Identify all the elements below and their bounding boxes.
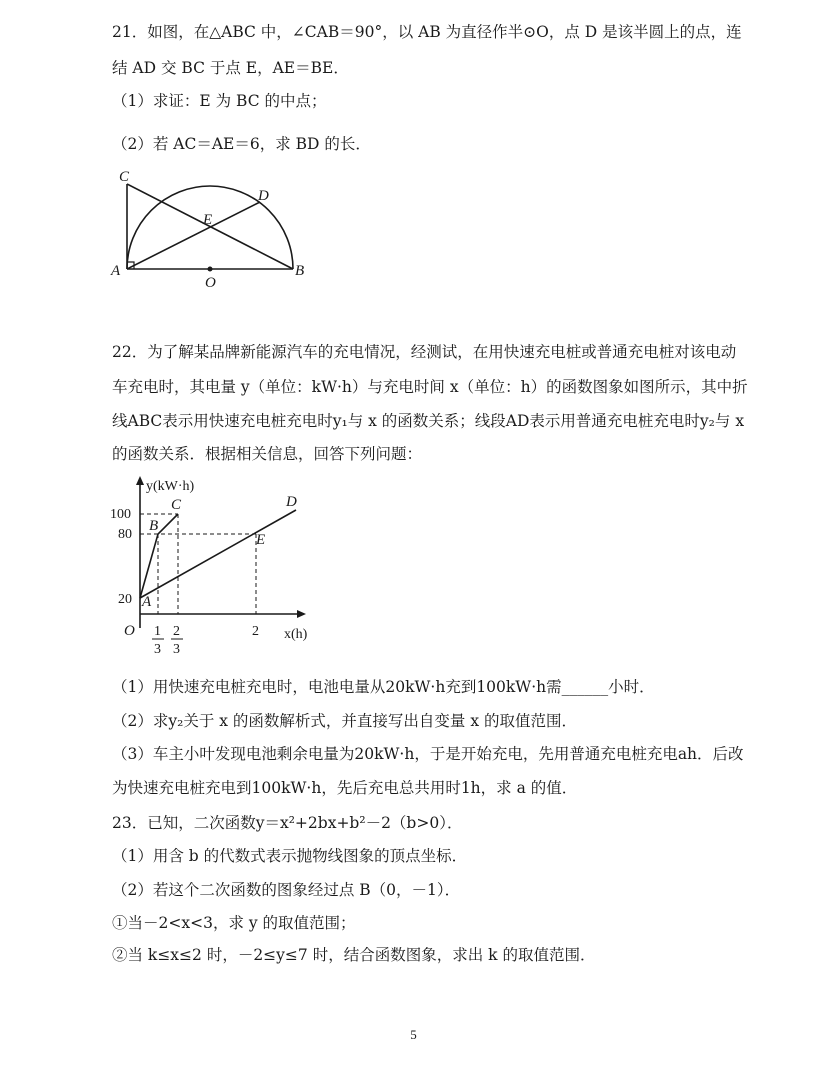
q21-part2: （2）若 AC＝AE＝6，求 BD 的长． xyxy=(112,135,371,153)
q22-tick-80: 80 xyxy=(118,527,132,542)
q22-x-axis-label: x(h) xyxy=(284,627,308,642)
q22-origin: O xyxy=(124,623,135,639)
q21-line1: 21．如图，在△ABC 中，∠CAB＝90°，以 AB 为直径作半⊙O，点 D 是该半圆上的点，连 xyxy=(112,23,742,41)
q23-part2: （2）若这个二次函数的图象经过点 B（0，－1）． xyxy=(112,881,461,899)
q22-sub2: （2）求y₂关于 x 的函数解析式，并直接写出自变量 x 的取值范围． xyxy=(112,712,578,730)
q22-point-b: B xyxy=(149,518,159,534)
q21-label-d: D xyxy=(258,188,269,204)
q22-point-c: C xyxy=(171,497,182,513)
q22-answer-blank[interactable]: ______ xyxy=(561,678,609,696)
q22-tick-two-thirds-den: 3 xyxy=(173,642,180,657)
q21-label-b: B xyxy=(295,263,305,279)
q22-sub1-text: （1）用快速充电桩充电时，电池电量从20kW·h充到100kW·h需 xyxy=(112,678,562,696)
q22-point-d: D xyxy=(286,494,297,510)
q22-tick-two-thirds-num: 2 xyxy=(173,624,180,639)
q23-case1: ①当－2<x<3，求 y 的取值范围； xyxy=(112,914,356,932)
q22-tick-20: 20 xyxy=(118,592,132,607)
q22-line2: 车充电时，其电量 y（单位：kW·h）与充电时间 x（单位：h）的函数图象如图所示，其中折 xyxy=(112,378,748,396)
q23-part1: （1）用含 b 的代数式表示抛物线图象的顶点坐标． xyxy=(112,847,468,865)
q22-sub1 xyxy=(112,676,655,698)
q22-tick-2: 2 xyxy=(252,624,259,639)
q22-tick-one-third-num: 1 xyxy=(154,624,161,639)
q22-y-axis-label: y(kW·h) xyxy=(146,479,195,494)
q22-tick-one-third-den: 3 xyxy=(154,642,161,657)
q22-line4: 的函数关系．根据相关信息，回答下列问题： xyxy=(112,445,423,463)
q21-line2: 结 AD 交 BC 于点 E，AE＝BE． xyxy=(112,59,349,77)
q22-tick-100: 100 xyxy=(110,507,131,522)
q23-line1: 23．已知，二次函数y＝x²+2bx+b²－2（b>0）． xyxy=(112,814,463,832)
q22-graph xyxy=(108,472,348,662)
q21-label-o: O xyxy=(205,275,216,291)
q21-part1: （1）求证：E 为 BC 的中点； xyxy=(112,92,327,110)
q22-line3: 线ABC表示用快速充电桩充电时y₁与 x 的函数关系；线段AD表示用普通充电桩充电时y₂与 x xyxy=(112,412,745,430)
q22-sub3b: 为快速充电桩充电到100kW·h，先后充电总共用时1h，求 a 的值． xyxy=(112,779,578,797)
q22-point-a: A xyxy=(142,594,152,610)
q22-line1: 22．为了解某品牌新能源汽车的充电情况，经测试，在用快速充电桩或普通充电桩对该电动 xyxy=(112,343,737,361)
q22-sub3a: （3）车主小叶发现电池剩余电量为20kW·h，于是开始充电，先用普通充电桩充电ah．后改 xyxy=(112,745,744,763)
q21-label-e: E xyxy=(203,212,213,228)
q21-figure xyxy=(105,162,315,292)
q23-case2: ②当 k≤x≤2 时，－2≤y≤7 时，结合函数图象，求出 k 的取值范围． xyxy=(112,946,596,964)
q21-label-a: A xyxy=(111,263,121,279)
page-number: 5 xyxy=(410,1027,417,1042)
q22-point-e: E xyxy=(256,532,266,548)
q22-sub1-end: 小时． xyxy=(608,678,655,696)
q21-label-c: C xyxy=(119,169,130,185)
